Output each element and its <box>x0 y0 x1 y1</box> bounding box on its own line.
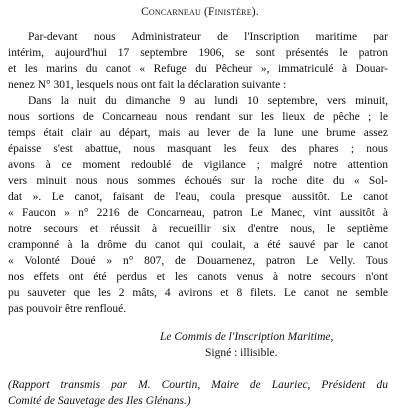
paragraph-2-line-4: épaisse s'est abattue, nous masquant les feux des phares ; nous <box>8 143 388 155</box>
paragraph-2-line-9: notre secours et réussit à recueillir six d'entre nous, le septième <box>8 223 388 235</box>
document-heading: Concarneau (Finistère). <box>141 6 259 18</box>
paragraph-1-line-4: nenez N° 301, lesquels nous ont fait la déclaration suivante : <box>8 79 287 91</box>
signature-title-text: Le Commis de l'Inscription Maritime, <box>160 331 334 343</box>
paragraph-1-line-1: Par-devant nous Administrateur de l'Inscription maritime par <box>28 31 388 43</box>
paragraph-2-line-7: dat ». Le canot, faisant de l'eau, coula presque aussitôt. Le canot <box>8 191 388 203</box>
paragraph-2-line-5: avons à ce moment redoublé de vigilance ; malgré notre attention <box>8 159 388 171</box>
paragraph-2-line-6: vers minuit nous nous sommes échoués sur la roche dite du « Sol- <box>8 175 388 187</box>
paragraph-2-line-13: pu sauveter que les 2 mâts, 4 avirons et 8 filets. Le canot ne semble <box>8 287 388 299</box>
signature-title <box>160 330 333 344</box>
paragraph-2-line-8: « Faucon » n° 2216 de Concarneau, patron Le Manec, vint aussitôt à <box>8 207 388 219</box>
paragraph-2-line-11: « Volonté Doué » n° 807, de Douarnenez, patron Le Velly. Tous <box>8 255 388 267</box>
footnote-line-1 <box>8 378 388 392</box>
footnote-line-2-text: Comité de Sauvetage des Iles Glénans.) <box>8 395 191 407</box>
footnote-line-1-text: (Rapport transmis par M. Courtin, Maire de Lauriec, Président du <box>8 379 388 391</box>
paragraph-2-line-10: cramponné à la drôme du canot qui coulait, a été sauvé par le canot <box>8 239 388 251</box>
signature-signed: Signé : illisible. <box>205 347 278 359</box>
paragraph-2-line-2: nous sortions de Concarneau nous rendant sur les lieux de pêche ; le <box>8 111 388 123</box>
paragraph-2-line-12: nos effets ont été perdus et les canots venus à notre secours n'ont <box>8 271 388 283</box>
paragraph-2-line-3: temps était clair au départ, mais au lever de la lune une brume assez <box>8 127 388 139</box>
paragraph-2-line-1: Dans la nuit du dimanche 9 au lundi 10 septembre, vers minuit, <box>28 95 388 107</box>
paragraph-2-line-14: pas pouvoir être renfloué. <box>8 303 127 315</box>
paragraph-1-line-2: intérim, aujourd'hui 17 septembre 1906, se sont présentés le patron <box>8 47 388 59</box>
footnote-line-2 <box>8 394 191 408</box>
paragraph-1-line-3: et les marins du canot « Refuge du Pêcheur », immatriculé à Douar- <box>8 63 388 75</box>
